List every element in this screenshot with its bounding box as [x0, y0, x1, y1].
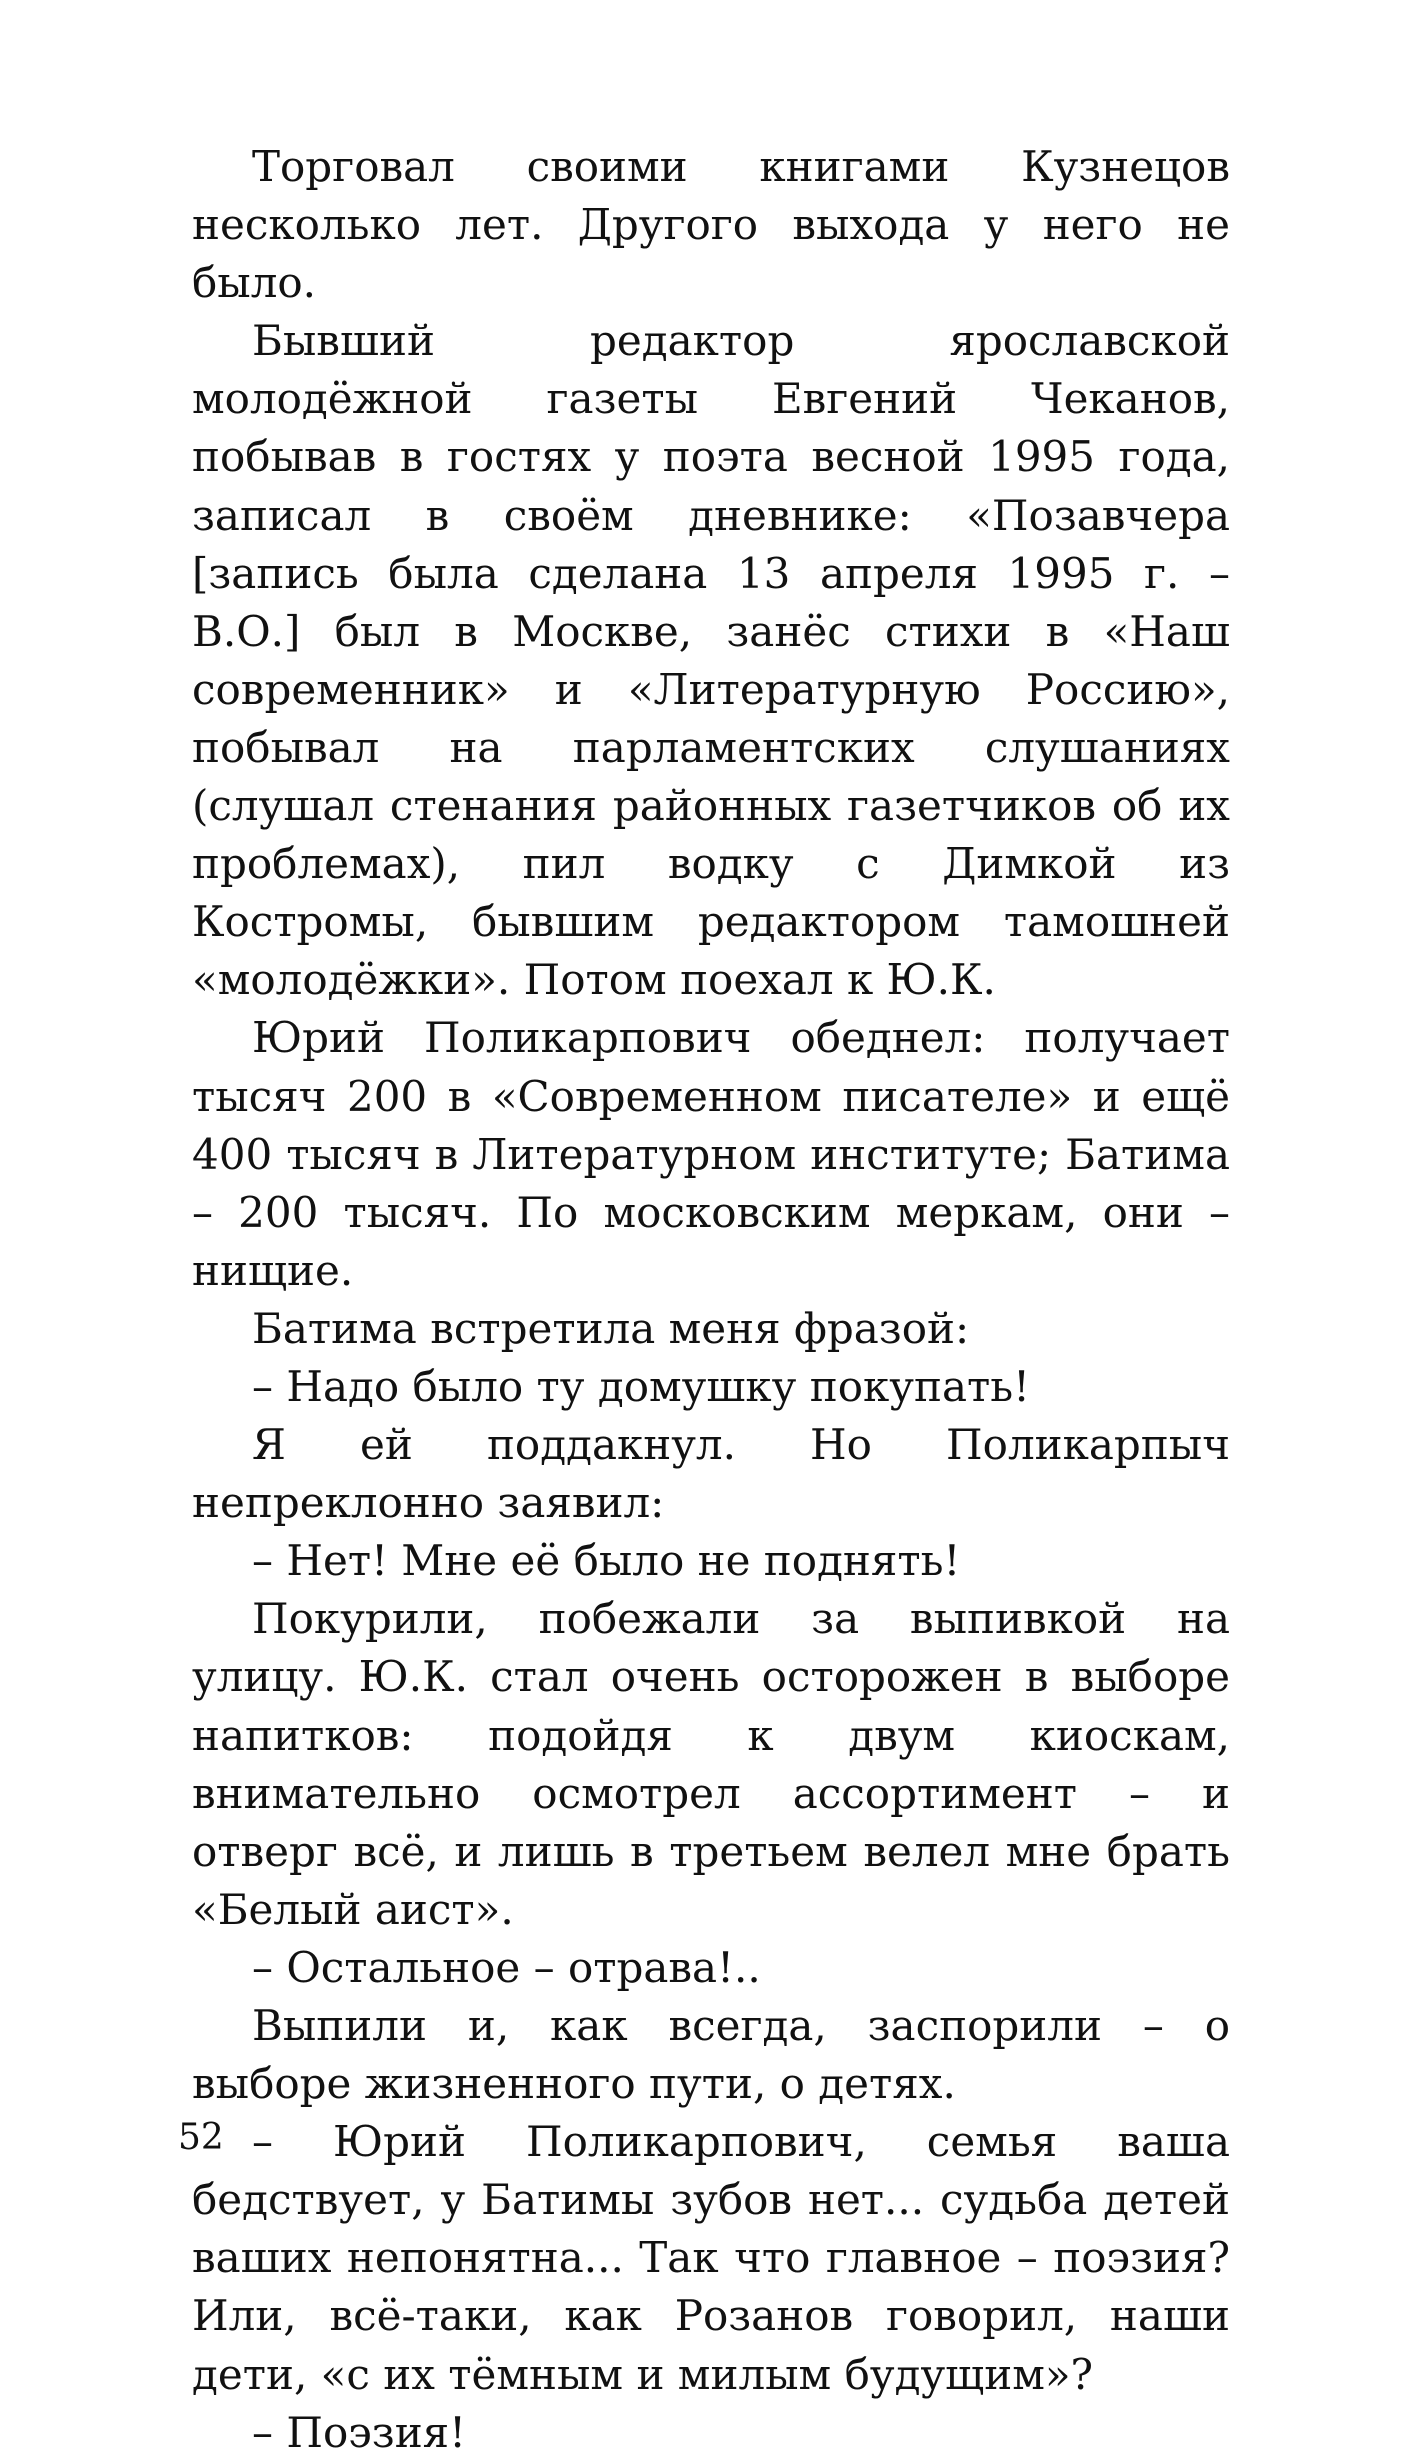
paragraph-4: Батима встретила меня фразой:	[252, 1303, 970, 1353]
paragraph-8: Покурили, побежали за выпивкой на улицу. Ю.К. стал очень осторожен в выборе напитков: подойдя к двум киоскам, внимательно осмотрел ассортимент – и отверг всё, и лишь в третьем велел мне брать «Белый аист».	[192, 1594, 1230, 1934]
paragraph-10: Выпили и, как всегда, заспорили – о выборе жизненного пути, о детях.	[192, 2001, 1230, 2109]
paragraph-2: Бывший редактор ярославской молодёжной газеты Евгений Чеканов, побывав в гостях у поэта весной 1995 года, записал в своём дневнике: «Позавчера [запись была сделана 13 апреля 1995 г. – В.О.] был в Москве, занёс стихи в «Наш современник» и «Литературную Россию», побывал на парламентских слушаниях (слушал стенания районных газетчиков об их проблемах), пил водку с Димкой из Костромы, бывшим редактором тамошней «молодёжки». Потом поехал к Ю.К.	[192, 316, 1230, 1005]
paragraph-6: Я ей поддакнул. Но Поликарпыч непреклонно заявил:	[192, 1420, 1230, 1528]
paragraph-12: – Поэзия!	[252, 2407, 467, 2457]
paragraph-7: – Нет! Мне её было не поднять!	[252, 1536, 961, 1586]
paragraph-11: – Юрий Поликарпович, семья ваша бедствует, у Батимы зубов нет... судьба детей ваших непонятна... Так что главное – поэзия? Или, всё-таки, как Розанов говорил, наши дети, «с их тёмным и милым будущим»?	[192, 2117, 1230, 2399]
paragraph-5: – Надо было ту домушку покупать!	[252, 1361, 1030, 1411]
paragraph-3: Юрий Поликарпович обеднел: получает тысяч 200 в «Современном писателе» и ещё 400 тысяч в Литературном институте; Батима – 200 тысяч. По московским меркам, они – нищие.	[192, 1013, 1230, 1295]
paragraph-9: – Остальное – отрава!..	[252, 1942, 761, 1992]
paragraph-1: Торговал своими книгами Кузнецов несколько лет. Другого выхода у него не было.	[192, 142, 1230, 308]
page-number: 52	[178, 2117, 224, 2158]
body-text	[192, 138, 1230, 2462]
